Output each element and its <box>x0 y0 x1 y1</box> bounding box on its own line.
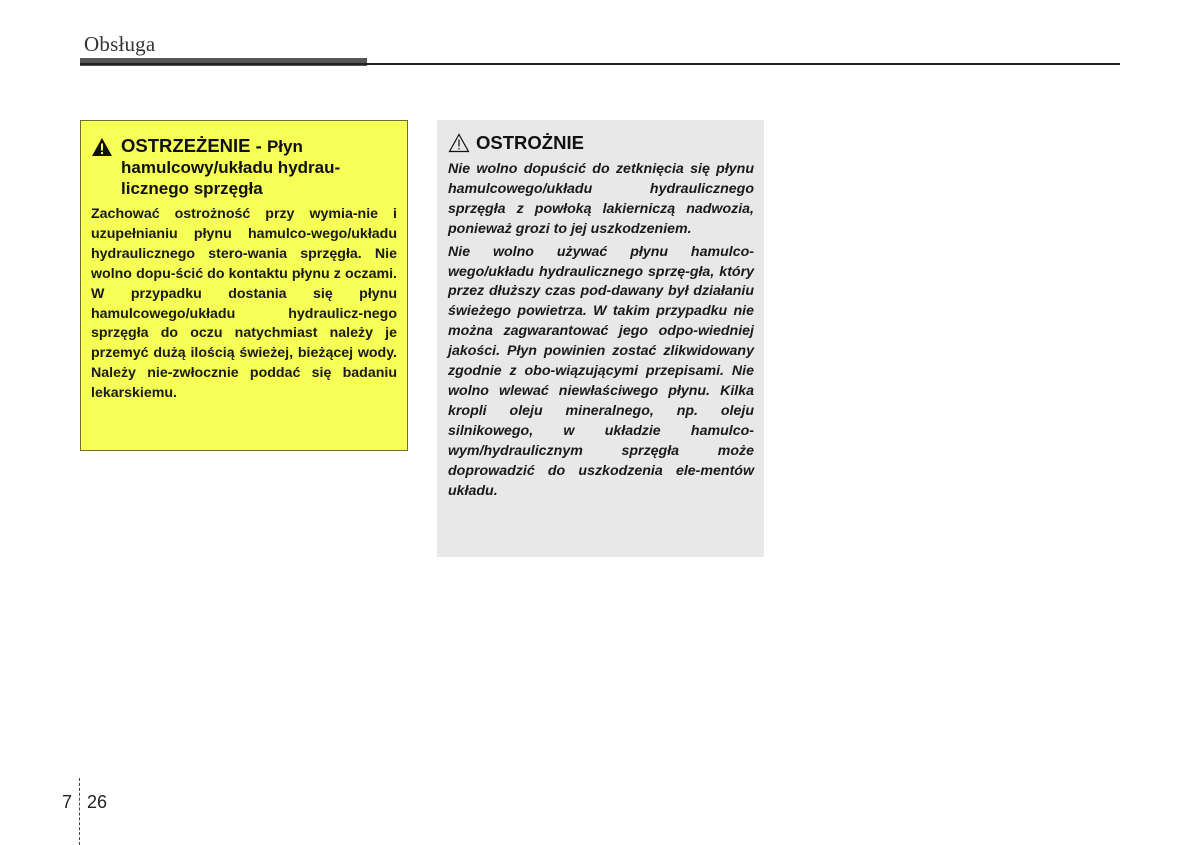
caution-heading <box>448 132 754 154</box>
warning-title-rest: Płyn hamulcowy/układu hydrau-licznego sprzęgła <box>121 137 341 198</box>
warning-title <box>121 135 397 199</box>
chapter-number: 7 <box>62 792 73 812</box>
warning-title-lead: OSTRZEŻENIE - <box>121 135 267 156</box>
caution-title: OSTROŻNIE <box>476 132 584 153</box>
warning-heading <box>91 135 397 199</box>
caution-outline-triangle-icon <box>448 133 470 153</box>
header-rule <box>80 63 1120 65</box>
caution-paragraph: Nie wolno dopuścić do zetknięcia się płynu hamulcowego/układu hydraulicznego sprzęgła z powłoką lakierniczą nadwozia, ponieważ grozi to jej uszkodzeniem. <box>448 161 754 237</box>
warning-filled-triangle-icon <box>91 137 113 157</box>
page-number: 26 <box>87 792 108 812</box>
section-title: Obsługa <box>84 32 156 56</box>
warning-box <box>80 120 408 451</box>
caution-paragraph: Nie wolno używać płynu hamulco-wego/układu hydraulicznego sprzę-gła, który przez dłuższy czas pod-dawany był działaniu świeżego powietrza. W takim przypadku nie można zagwarantować jego odpo-wiedniej jakości. Płyn powinien zostać zlikwidowany zgodnie z obo-wiązującymi przepisami. Nie wolno wlewać niewłaściwego płynu. Kilka kropli oleju mineralnego, np. oleju silnikowego, w układzie hamulco-wym/hydraulicznym sprzęgła może doprowadzić do uszkodzenia ele-mentów układu. <box>448 243 754 499</box>
warning-body: Zachować ostrożność przy wymia-nie i uzupełnianiu płynu hamulco-wego/układu hydraulicznego stero-wania sprzęgła. Nie wolno dopu-ścić do kontaktu płynu z oczami. W przypadku dostania się płynu hamulcowego/układu hydraulicz-nego sprzęgła do oczu natychmiast należy je przemyć dużą ilością świeżej, bieżącej wody. Należy nie-zwłocznie poddać się badaniu lekarskiemu. <box>91 206 397 402</box>
page-divider <box>79 778 80 845</box>
caution-box <box>437 120 764 557</box>
